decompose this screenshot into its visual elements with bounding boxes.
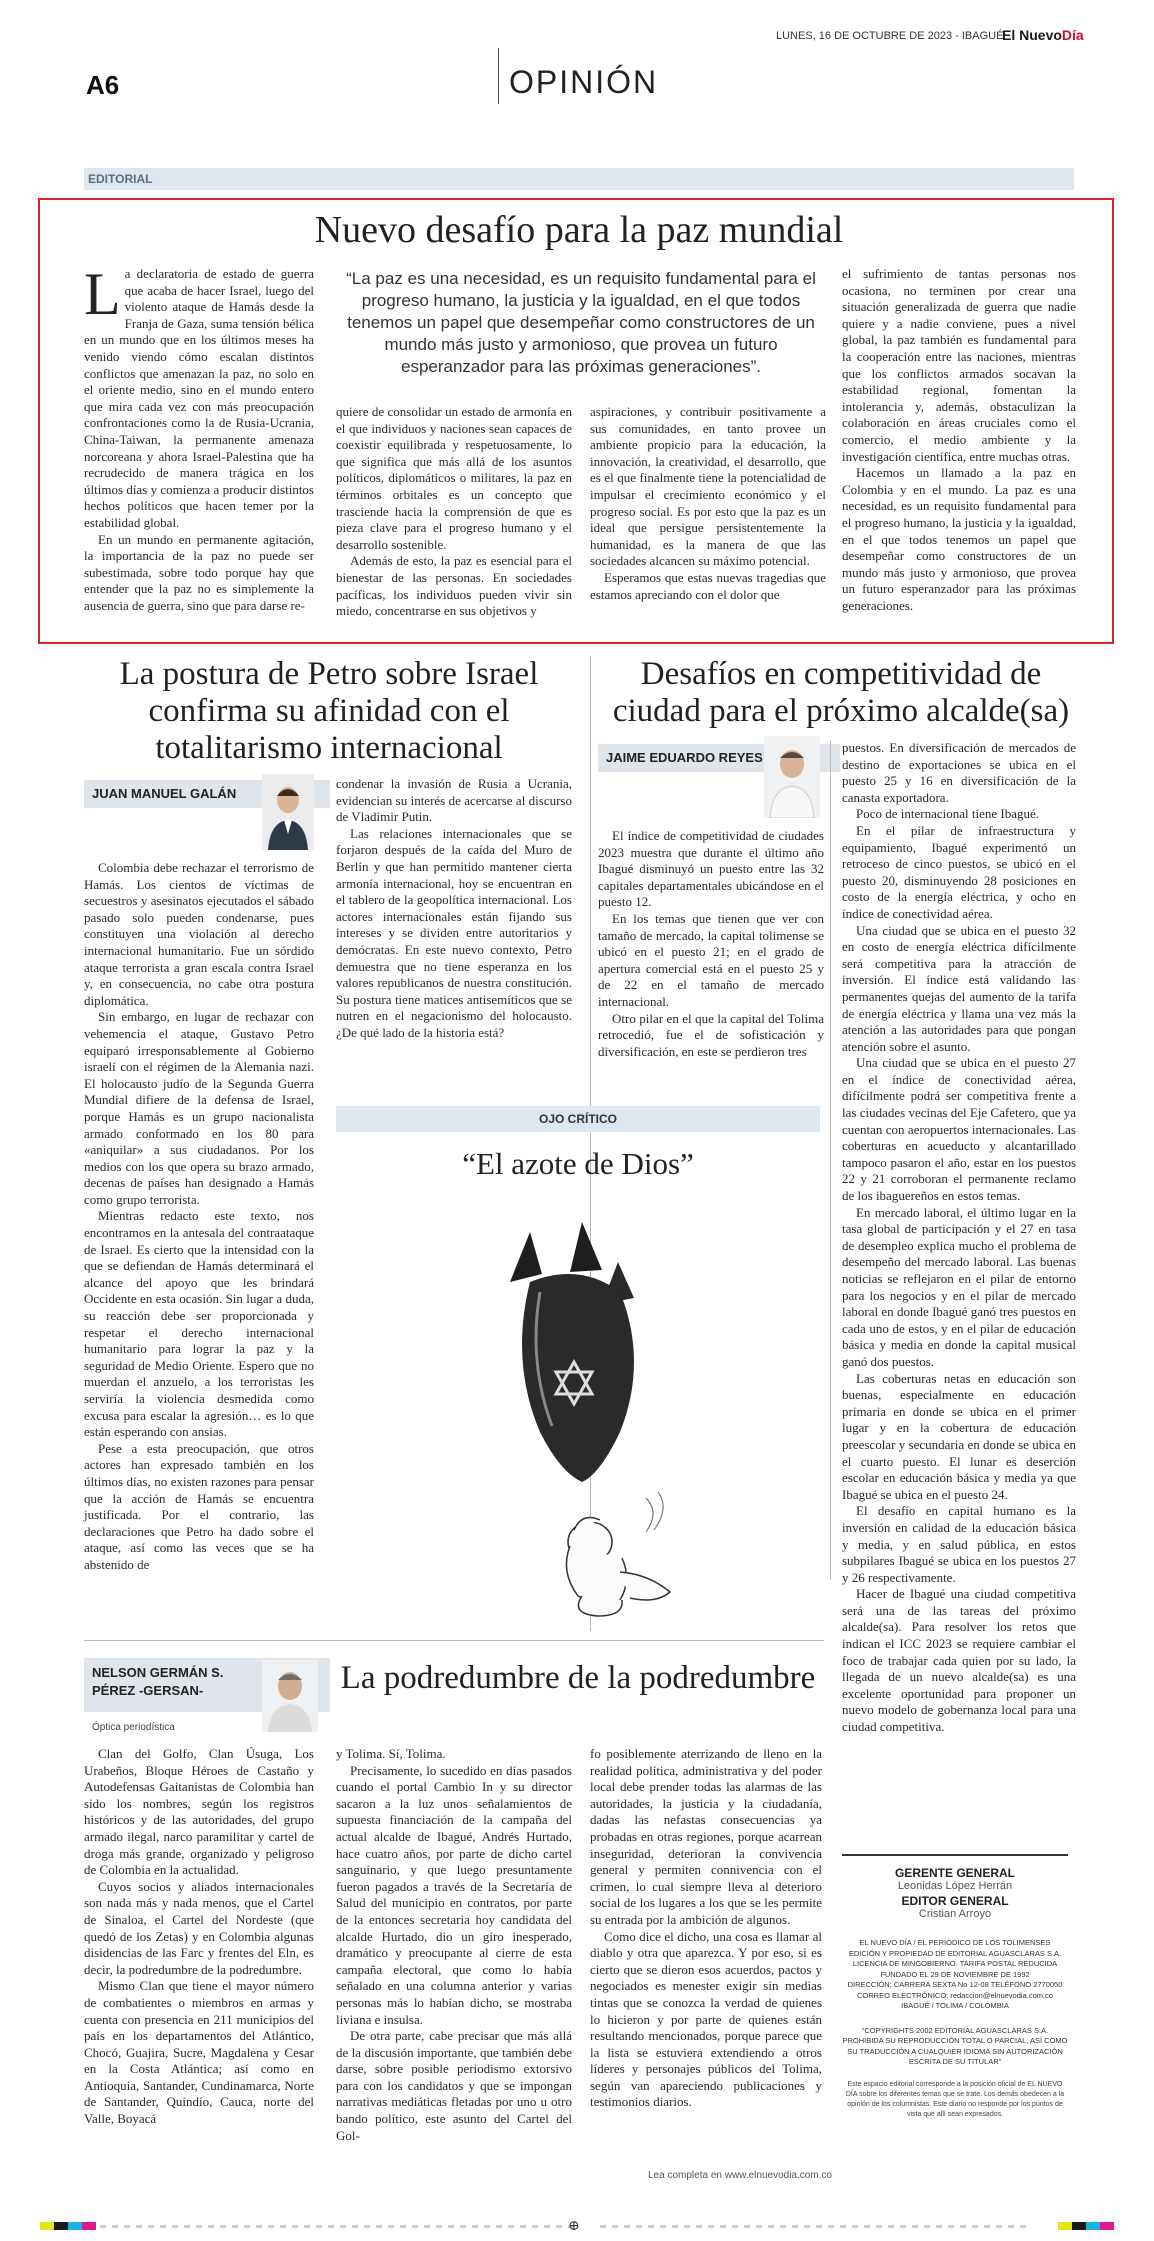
competitividad-author-name: JAIME EDUARDO REYES <box>606 750 763 765</box>
editorial-col-3 <box>590 404 826 603</box>
petro-paragraph: Pese a esta preocupación, que otros actores han expresado también en los últimos días, no existen razones para pensar que la acción de Hamás se encuentra justificada. Por el contrario, las declaraciones que Petro ha dado sobre el ataque, así como las veces que se ha abstenido de <box>84 1440 314 1572</box>
masthead-info <box>842 1938 1068 2012</box>
competitividad-paragraph: El índice de competitividad de ciudades 2023 muestra que durante el último año Ibagué disminuyó un puesto entre las 32 capitales departamentales ubicándose en el puesto 12. <box>598 828 824 910</box>
masthead-info-line: IBAGUÉ / TOLIMA / COLOMBIA <box>901 2001 1009 2010</box>
editorial-pull-quote: “La paz es una necesidad, es un requisito fundamental para el progreso humano, la justicia y la igualdad, en el que todos tenemos un papel que desempeñar como constructores de un mundo más justo y armonioso, que provea un futuro esperanzador para las próximas generaciones”. <box>346 269 816 376</box>
portrait-icon <box>262 1660 318 1732</box>
brand-logo <box>1002 27 1084 43</box>
bomb-fin-icon <box>570 1222 602 1272</box>
competitividad-title: Desafíos en competitividad de ciudad para el próximo alcalde(sa) <box>612 656 1070 729</box>
portrait-icon <box>764 736 820 818</box>
disclaimer: Este espacio editorial corresponde a la posición oficial de EL NUEVO DÍA sobre los diferentes temas que se trate. Los demás obedecen a la opinión de los columnistas. Este diario no responde por los puntos de vista que allí sean expresados. <box>845 2080 1065 2118</box>
header-divider <box>498 48 499 104</box>
petro-col-2 <box>336 776 572 1042</box>
print-registration-strip <box>40 2218 1114 2234</box>
podredumbre-author-photo <box>262 1660 318 1732</box>
editorial-col-1 <box>84 261 314 614</box>
masthead-box <box>842 1866 1068 2120</box>
editor-title: EDITOR GENERAL <box>901 1894 1009 1908</box>
masthead-info-line: LICENCIA DE MINGOBIERNO. TARIFA POSTAL REDUCIDA <box>852 1959 1058 1968</box>
editorial-label: EDITORIAL <box>88 172 153 186</box>
petro-title: La postura de Petro sobre Israel confirma su afinidad con el totalitarismo internacional <box>119 656 539 766</box>
petro-author-name: JUAN MANUEL GALÁN <box>92 786 237 801</box>
competitividad-paragraph: El desafío en capital humano es la inversión en calidad de la educación básica y media, y en salud pública, en estos subpilares Ibagué se ubica en los puestos 27 y 26 respectivamente. <box>842 1503 1076 1585</box>
podredumbre-author-line2: PÉREZ -GERSAN- <box>92 1683 204 1698</box>
competitividad-col-1 <box>598 828 824 1060</box>
ojo-critico-band <box>336 1106 820 1132</box>
copyright-notice: “COPYRIGHTS 2002 EDITORIAL AGUASCLARAS S.A. PROHIBIDA SU REPRODUCCIÓN TOTAL O PARCIAL, ASÍ COMO SU TRADUCCIÓN A CUALQUIER IDIOMA SIN AUTORIZACIÓN ESCRITA DE SU TITULAR” <box>842 2025 1068 2066</box>
podredumbre-paragraph: Precisamente, lo sucedido en días pasados cuando el portal Cambio In y su director sacaron a la luz unos señalamientos de supuesta financiación de la campaña del actual alcalde de Ibagué, Andrés Hurtado, hace cuatro años, por parte de dicho cartel sanguinario, y que luego presuntamente fueron pagados a través de la Secretaría de Salud del municipio en contratos, por parte de la entonces secretaria hoy candidata del alcalde Hurtado, dio un giro inesperado, dramático y preocupante al cierre de esta campaña electoral, que como lo había señalado en una columna anterior y varias personas más lo habían dicho, se mostraba liviana e insulsa. <box>336 1762 572 2027</box>
masthead-rule <box>842 1854 1068 1856</box>
competitividad-paragraph: En el pilar de infraestructura y equipamiento, Ibagué experimentó un retroceso de cinco puestos, se ubicó en el puesto 20, disminuyendo 28 posiciones en costo de la energía eléctrica, y ocho en índice de conectividad aérea. <box>842 822 1076 921</box>
competitividad-author-photo <box>764 736 820 818</box>
cartoon-illustration <box>470 1212 760 1622</box>
petro-paragraph: Colombia debe rechazar el terrorismo de Hamás. Los cientos de víctimas de secuestros y asesinatos ejecutados el sábado pasado solo pueden condenarse, pues constituyen una violación al derecho internacional humanitario. Fue un sórdido ataque terrorista a gran escala contra Israel y, en consecuencia, no cabe otra postura diplomática. <box>84 860 314 1008</box>
editorial-paragraph: En un mundo en permanente agitación, la importancia de la paz no puede ser subestimada, sobre todo porque hay que entender que la paz no es simplemente la ausencia de guerra, sino que para darse re- <box>84 531 314 613</box>
competitividad-paragraph: Hacer de Ibagué una ciudad competitiva será una de las tareas del próximo alcalde(sa). Para resolver los retos que indican el ICC 2023 se requiere cambiar el foco de trabajar cada quien por su lado, la llegada de un nuevo alcalde(sa) es una excelente oportunidad para proponer un nuevo modelo de gobernanza local para una ciudad competitiva. <box>842 1586 1076 1735</box>
podredumbre-col-1 <box>84 1746 314 2128</box>
brand-logo-part-b: Día <box>1061 27 1084 43</box>
bomb-fin-icon <box>510 1232 542 1282</box>
section-divider <box>84 1640 824 1641</box>
editorial-paragraph: quiere de consolidar un estado de armonía en el que individuos y naciones sean capaces de coexistir equilibrada y respetuosamente, lo que significa que más allá de los asuntos políticos, diplomáticos o militares, la paz en términos orbitales es un concepto que trasciende hacia la comprensión de que es pieza clave para el progreso humano y el desarrollo sostenible. <box>336 404 572 552</box>
editor-name: Cristian Arroyo <box>918 1908 992 1920</box>
podredumbre-paragraph: Cuyos socios y aliados internacionales son nada más y nada menos, que el Cartel de Sinaloa, el Cartel del Nordeste (que quedó de los Zetas) y en Colombia algunas disidencias de las Farc y frentes del Eln, es decir, la podredumbre de la podredumbre. <box>84 1878 314 1977</box>
podredumbre-col-3 <box>590 1746 822 2111</box>
editorial-paragraph: Hacemos un llamado a la paz en Colombia y en el mundo. La paz es una necesidad, es un requisito fundamental para el progreso humano, la justicia y la igualdad, en el que todos tenemos un papel que desempeñar como constructores de un mundo más justo y armonioso, que provea un futuro esperanzador para las próximas generaciones. <box>842 465 1076 613</box>
competitividad-paragraph: puestos. En diversificación de mercados de destino de exportaciones se ubica en el puesto 25 y 16 en diversificación de la canasta exportadora. <box>842 740 1076 805</box>
podredumbre-author-line1: NELSON GERMÁN S. <box>92 1665 224 1680</box>
competitividad-paragraph: Una ciudad que se ubica en el puesto 32 en costo de energía eléctrica difícilmente será competitiva para la atracción de inversión. El índice está validando las permanentes quejas del aumento de la tarifa de energía eléctrica y llama una vez más la atención a las autoridades para que pongan atención sobre el asunto. <box>842 922 1076 1054</box>
petro-paragraph: Sin embargo, en lugar de rechazar con vehemencia el ataque, Gustavo Petro equiparó irresponsablemente al Gobierno israelí con el régimen de la Alemania nazi. El holocausto judío de la Segunda Guerra Mundial difiere de la defensa de Israel, porque Hamás es un grupo nacionalista armado conformado en los 80 para «aniquilar» a sus ciudadanos. Por los medios con los que opera su brazo armado, decenas de países han designado a Hamás como grupo terrorista. <box>84 1009 314 1207</box>
portrait-icon <box>262 774 314 850</box>
brand-logo-part-a: El Nuevo <box>1002 27 1062 43</box>
competitividad-col-2 <box>842 740 1076 1736</box>
petro-author-photo <box>262 774 314 850</box>
bomb-and-child-drawing <box>470 1212 760 1622</box>
editorial-band <box>84 168 1074 190</box>
competitividad-paragraph: En mercado laboral, el último lugar en la tasa global de participación y el 27 en tasa de desempleo explica mucho el problema de desempeño del mercado laboral. Las buenas noticias se reflejaron en el pilar de entorno para los negocios y en el pilar de mercado laboral en donde Ibagué ganó tres puestos en cada uno de estos, y en el pilar de educación básica y media en donde la capital musical ganó dos puestos. <box>842 1204 1076 1369</box>
petro-col-1 <box>84 860 314 1574</box>
read-more-link[interactable]: Lea completa en www.elnuevodia.com.co <box>648 2170 832 2181</box>
section-title: OPINIÓN <box>509 64 659 100</box>
editorial-col-2 <box>336 404 572 620</box>
podredumbre-paragraph: Como dice el dicho, una cosa es llamar al diablo y otra que aparezca. Y por eso, si es cierto que se dieron esos acuerdos, pactos y negociados es menester exigir sin medias tintas que se conozca la verdad de quienes lo hicieron y por parte de quienes están resultando mencionados, porque parece que la lista se estuviera extendiendo a otros líderes y personajes públicos del Tolima, según van apareciendo publicaciones y testimonios diarios. <box>590 1928 822 2110</box>
editorial-dropcap: L <box>84 261 121 327</box>
masthead-info-line: EL NUEVO DÍA / EL PERIÓDICO DE LOS TOLIMENSES <box>859 1938 1051 1947</box>
competitividad-paragraph: Otro pilar en el que la capital del Tolima retrocedió, fue el de sofisticación y diversificación, en este se perdieron tres <box>598 1010 824 1059</box>
ojo-critico-label: OJO CRÍTICO <box>538 1112 617 1126</box>
cartoon-title: “El azote de Dios” <box>462 1146 694 1181</box>
petro-paragraph: Mientras redacto este texto, nos encontramos en la antesala del contraataque de Israel. Es cierto que la intensidad con la que se defiendan de Hamás determinará el alcance del apoyo que les brindará Occidente en esta ocasión. Sin lugar a duda, su reacción debe ser proporcionada y respetar el derecho internacional humanitario para lograr la paz y la seguridad de Medio Oriente. Espero que no muerdan el anzuelo, a los terroristas les serviría la violencia desmedida como excusa para escalar la agresión… es lo que están esperando con ansias. <box>84 1208 314 1440</box>
podredumbre-paragraph: Mismo Clan que tiene el mayor número de combatientes o miembros en armas y cuenta con presencia en 211 municipios del país en los departamentos del Atlántico, Chocó, Guajira, Sucre, Magdalena y Cesar en la Costa Atlántica; así como en Antioquia, Santander, Cundinamarca, Norte de Santander, Quindío, Cauca, norte del Valle, Boyacá <box>84 1978 314 2127</box>
petro-paragraph: condenar la invasión de Rusia a Ucrania, evidencian su interés de acercarse al discurso de Vladimir Putin. <box>336 776 572 825</box>
masthead-info-line: CORREO ELECTRÓNICO: redaccion@elnuevodia.com.co <box>856 1990 1053 2000</box>
masthead-info-line: EDICIÓN Y PROPIEDAD DE EDITORIAL AGUASCLARAS S.A. <box>848 1948 1062 1958</box>
editorial-title: Nuevo desafío para la paz mundial <box>314 209 844 251</box>
podredumbre-author-role: Óptica periodística <box>92 1722 175 1733</box>
page-number: A6 <box>86 70 120 100</box>
child-figure-icon <box>566 1518 670 1616</box>
gerente-name: Leonidas López Herrán <box>897 1880 1013 1892</box>
editorial-col-4 <box>842 266 1076 614</box>
petro-paragraph: Las relaciones internacionales que se forjaron después de la caída del Muro de Berlín y que han permitido mantener cierta armonía internacional, hoy se encuentran en el tablero de la geopolítica internacional. Los actores internacionales están fijando sus intereses y se dividen entre autoritarios y demócratas. En este nuevo contexto, Petro demuestra que no tiene esperanza en los valores republicanos de nuestra constitución. Su postura tiene matices antisemíticos que se nutren en el negacionismo del holocausto. ¿De qué lado de la historia está? <box>336 825 572 1040</box>
editorial-paragraph: Esperamos que estas nuevas tragedias que estamos apreciando con el dolor que <box>590 569 826 602</box>
crosshair-icon: ⊕ <box>568 2218 580 2234</box>
editorial-paragraph: a declaratoria de estado de guerra que acaba de hacer Israel, luego del violento ataque de Hamás desde la Franja de Gaza, suma tensión bélica en un mundo que en los últimos meses ha venido viendo cómo escalan distintos conflictos que amenazan la paz, no solo en el oriente medio, sino en el mundo entero que mira cada vez con más preocupación confrontaciones como la de Rusia-Ucrania, China-Taiwan, la permanente amenaza norcoreana y ahora Israel-Palestina que ha recrudecido de manera trágica en los últimos días y comienza a producir distintos hechos políticos que hacen temer por la estabilidad global. <box>84 266 314 530</box>
podredumbre-paragraph: De otra parte, cabe precisar que más allá de la discusión importante, que también debe darse, sobre posible periodismo extorsivo para con los candidatos y que se impongan narrativas mediáticas fletadas por uno u otro bando político, este asunto del Cartel del Gol- <box>336 2028 572 2143</box>
editorial-paragraph: aspiraciones, y contribuir positivamente a sus comunidades, en tanto provee un ambiente propicio para la educación, la innovación, la creatividad, el desarrollo, que es el que finalmente tiene la potencialidad de impulsar el crecimiento económico y el progreso social. Es por esto que la paz es un ideal que persigue persistentemente la humanidad, es la manera de que las sociedades alcancen su máximo potencial. <box>590 404 826 569</box>
masthead-info-line: DIRECCIÓN: CARRERA SEXTA No 12-08 TELÉFONO 2770050 <box>847 1980 1063 1989</box>
editorial-paragraph: el sufrimiento de tantas personas nos ocasiona, no terminen por crear una situación generalizada de guerra que nadie quiere y a nadie conviene, pues a nivel global, la paz también es fundamental para la cooperación entre las naciones, mientras que los conflictos armados socavan la estabilidad regional, fomentan la intolerancia y, además, obstaculizan la colaboración en áreas cruciales como el comercio, el medio ambiente y la investigación científica, entre muchas otras. <box>842 266 1076 464</box>
competitividad-paragraph: Una ciudad que se ubica en el puesto 27 en el índice de conectividad aérea, difícilmente podrá ser competitiva frente a las ciudades vecinas del Eje Cafetero, que ya cuentan con aeropuertos internacionales. Las coberturas en acueducto y alcantarillado tampoco pasaron el año, estar en los puestos 22 y 21 corroboran el permanente reclamo de los ibaguereños en estos temas. <box>842 1055 1076 1204</box>
podredumbre-paragraph: fo posiblemente aterrizando de lleno en la realidad política, administrativa y del poder local debe prender todas las alarmas de las autoridades, la justicia y la ciudadanía, dadas las nefastas consecuencias ya probadas en otras regiones, porque acarrean inseguridad, deterioran la convivencia general y permiten connivencia con el crimen, lo cual siempre lleva al deterioro social de los lugares a los que se les permite su entrada por la ambición de algunos. <box>590 1746 822 1927</box>
podredumbre-col-2 <box>336 1746 572 2144</box>
column-divider <box>830 740 831 1580</box>
podredumbre-paragraph: Clan del Golfo, Clan Úsuga, Los Urabeños, Bloque Héroes de Castaño y Autodefensas Gaitanistas de Colombia han sido los nombres, según los registros históricos y de las autoridades, del grupo armado ilegal, narco paramilitar y cartel de droga más grande, organizado y peligroso de Colombia en la actualidad. <box>84 1746 314 1878</box>
masthead-info-line: FUNDADO EL 29 DE NOVIEMBRE DE 1992 <box>880 1969 1030 1979</box>
competitividad-paragraph: Poco de internacional tiene Ibagué. <box>856 806 1040 822</box>
editorial-paragraph: Además de esto, la paz es esencial para el bienestar de las personas. En sociedades pacíficas, los individuos pueden vivir sin miedo, concentrarse en sus objetivos y <box>336 553 572 619</box>
gerente-title: GERENTE GENERAL <box>894 1866 1015 1880</box>
podredumbre-title: La podredumbre de la podredumbre <box>340 1660 816 1696</box>
date-line: LUNES, 16 DE OCTUBRE DE 2023 - IBAGUÉ <box>776 30 1004 42</box>
podredumbre-paragraph: y Tolima. Sí, Tolima. <box>336 1746 446 1761</box>
competitividad-paragraph: En los temas que tienen que ver con tamaño de mercado, la capital tolimense se ubicó en el puesto 21; en el grado de apertura comercial está en el puesto 25 y de 22 en el tamaño de mercado internacional. <box>598 910 824 1009</box>
competitividad-paragraph: Las coberturas netas en educación son buenas, especialmente en educación primaria en donde se ubica en el primer lugar y en la cobertura de educación preescolar y secundaria en donde se ubica en el cuarto puesto. El lunar es deserción escolar en educación básica y media ya que Ibagué se ubica en el puesto 24. <box>842 1370 1076 1502</box>
